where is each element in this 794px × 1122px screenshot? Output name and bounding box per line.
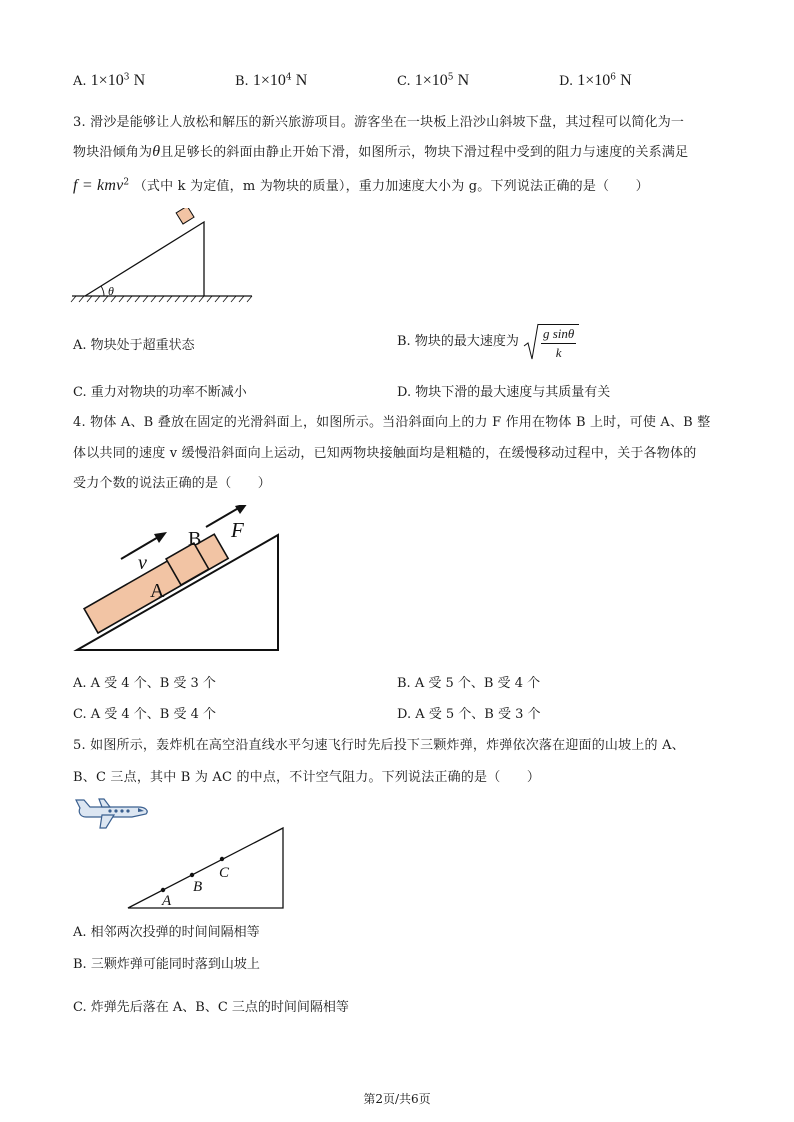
label-force: F <box>231 518 244 542</box>
q4-stem-line-2: 体以共同的速度 v 缓慢沿斜面向上运动，已知两物块接触面均是粗糙的，在缓慢移动过程中，关于各物体的 <box>73 446 697 461</box>
q3-option-b: B. 物块的最大速度为 $\frac{\text{g sinθ}}{k}$ <box>397 322 579 362</box>
label-point-c: C <box>219 865 230 881</box>
q2-option-c: C. $1\times 10^5$ N <box>397 72 470 89</box>
q3-option-a: A. 物块处于超重状态 <box>73 338 195 353</box>
hill-slope <box>128 828 283 908</box>
angle-label: θ <box>108 284 114 298</box>
point-b-dot <box>190 873 194 877</box>
q5-option-c: C. 炸弹先后落在 A、B、C 三点的时间间隔相等 <box>73 1000 349 1015</box>
q3-stem-line-1: 3. 滑沙是能够让人放松和解压的新兴旅游项目。游客坐在一块板上沿沙山斜坡下盘，其过程可以简化为一 <box>73 115 685 130</box>
page-number: 第2页/共6页 <box>363 1092 431 1106</box>
q4-option-b: B. A 受 5 个、B 受 4 个 <box>397 676 541 691</box>
q4-incline-figure <box>70 505 285 655</box>
point-a-dot <box>161 888 165 892</box>
label-block-b: B <box>188 528 202 550</box>
point-c-dot <box>220 857 224 861</box>
q5-stem-line-2: B、C 三点，其中 B 为 AC 的中点，不计空气阻力。下列说法正确的是（ ） <box>73 770 541 785</box>
incline-wedge <box>85 222 204 296</box>
sliding-block <box>176 208 194 224</box>
q3-stem-line-2: 物块沿倾角为θ且足够长的斜面由静止开始下滑，如图所示，物块下滑过程中受到的阻力与速度的关系满足 <box>73 143 689 160</box>
q2-option-b: B. $1\times 10^4$ N <box>235 72 308 89</box>
q5-option-a: A. 相邻两次投弹的时间间隔相等 <box>73 925 260 940</box>
label-point-a: A <box>162 893 172 909</box>
q4-stem-line-1: 4. 物体 A、B 叠放在固定的光滑斜面上，如图所示。当沿斜面向上的力 F 作用在物体 B 上时，可使 A、B 整 <box>73 415 711 430</box>
q3-option-d: D. 物块下滑的最大速度与其质量有关 <box>397 385 611 400</box>
label-velocity: v <box>138 552 147 574</box>
q2-option-a: A. $1\times 10^3$ N <box>73 72 146 89</box>
q3-incline-figure <box>70 208 255 304</box>
q3-stem-line-3: f = kmv$^2$ （式中 k 为定值，m 为物块的质量），重力加速度大小为 g。下列说法正确的是（ ） <box>73 177 649 194</box>
q4-option-a: A. A 受 4 个、B 受 3 个 <box>73 676 216 691</box>
label-point-b: B <box>193 879 203 895</box>
q5-stem-line-1: 5. 如图所示，轰炸机在高空沿直线水平匀速飞行时先后投下三颗炸弹，炸弹依次落在迎面的山坡上的 A、 <box>73 738 685 753</box>
q3-option-c: C. 重力对物块的功率不断减小 <box>73 385 247 400</box>
q4-option-c: C. A 受 4 个、B 受 4 个 <box>73 707 217 722</box>
q4-stem-line-3: 受力个数的说法正确的是（ ） <box>73 476 272 491</box>
q2-option-d: D. $1\times 10^6$ N <box>559 72 632 89</box>
sqrt-sign <box>523 322 539 362</box>
q4-option-d: D. A 受 5 个、B 受 3 个 <box>397 707 541 722</box>
q5-option-b: B. 三颗炸弹可能同时落到山坡上 <box>73 957 260 972</box>
velocity-arrowhead <box>154 532 167 543</box>
q5-slope-figure <box>125 822 290 914</box>
angle-arc <box>101 286 104 296</box>
ground-hatching <box>71 296 252 302</box>
label-block-a: A <box>150 580 165 602</box>
sqrt-radicand: $\frac{\text{g sinθ}}{k}$ <box>538 324 579 361</box>
